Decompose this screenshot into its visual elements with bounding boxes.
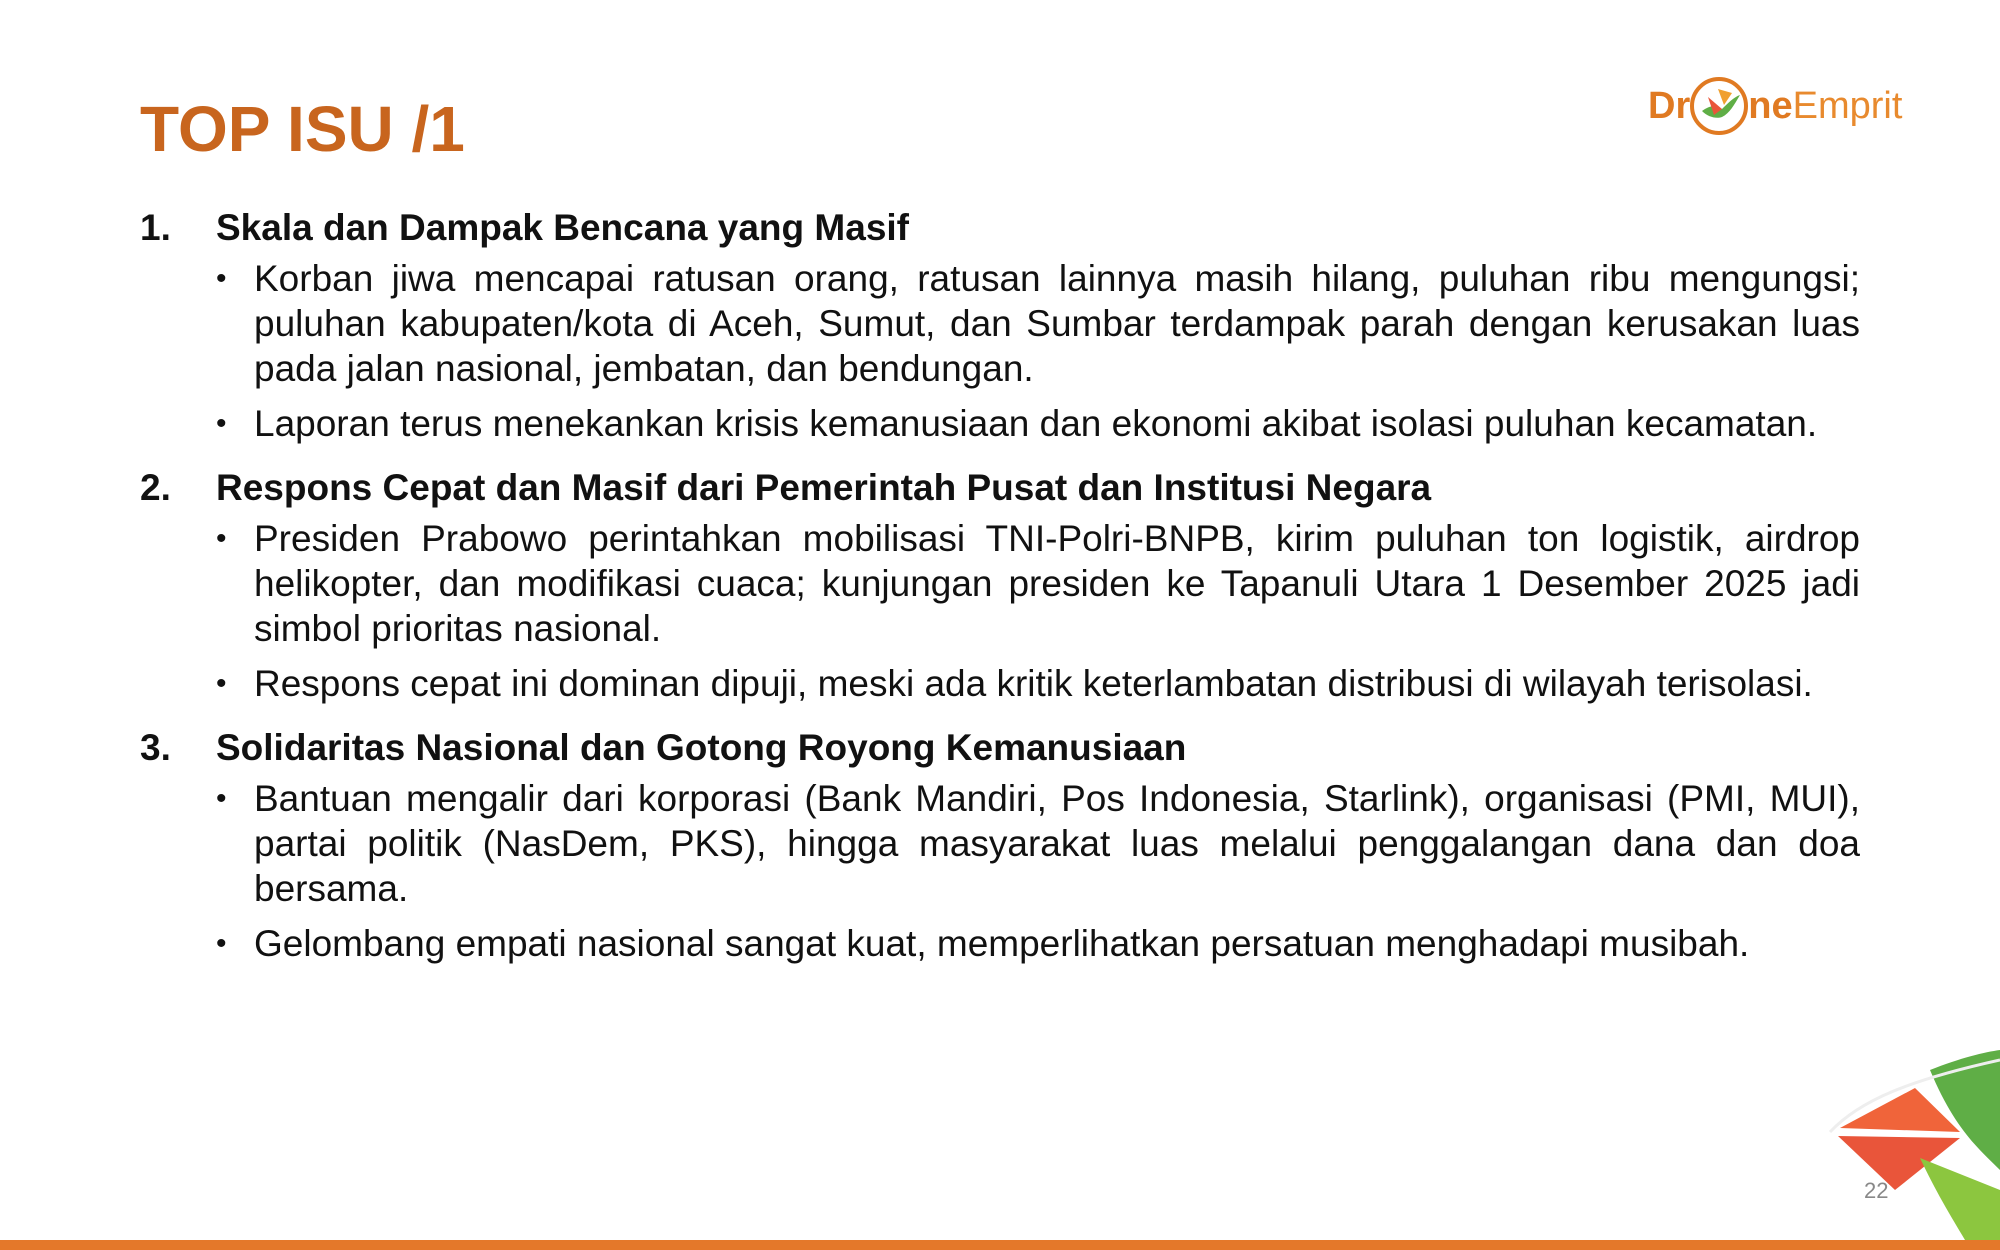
drone-bird-circle-icon [1688, 75, 1750, 137]
bullet-dot-icon: • [216, 927, 227, 960]
bullet-text: Gelombang empati nasional sangat kuat, memperlihatkan persatuan menghadapi musibah. [254, 923, 1750, 964]
bullet-dot-icon: • [216, 667, 227, 700]
bullet-text: Respons cepat ini dominan dipuji, meski ada kritik keterlambatan distribusi di wilayah terisolasi. [254, 663, 1813, 704]
section-1 [140, 200, 1860, 446]
section-number: 1. [140, 207, 171, 248]
drone-emprit-logo [1648, 70, 1902, 142]
section-heading [140, 720, 1860, 776]
page-number: 22 [1864, 1178, 1889, 1203]
section-2 [140, 460, 1860, 706]
bullet-item [216, 401, 1860, 446]
bullet-item [216, 921, 1860, 966]
bullet-list [140, 516, 1860, 706]
bottom-accent-bar [0, 1240, 2000, 1250]
bullet-list [140, 776, 1860, 966]
slide-title: TOP ISU /1 [140, 93, 465, 165]
logo-text-part2: ne [1748, 84, 1793, 127]
bullet-item [216, 516, 1860, 651]
bullet-item [216, 256, 1860, 391]
bullet-text: Korban jiwa mencapai ratusan orang, ratusan lainnya masih hilang, puluhan ribu mengungsi; puluhan kabupaten/kota di Aceh, Sumut, dan Sumbar terdampak parah dengan kerusakan luas pada jalan nasional, jembatan, dan bendungan. [254, 258, 1860, 389]
section-title: Solidaritas Nasional dan Gotong Royong Kemanusiaan [216, 727, 1187, 768]
logo-text-part3: Emprit [1792, 84, 1903, 127]
section-3 [140, 720, 1860, 966]
section-title: Respons Cepat dan Masif dari Pemerintah Pusat dan Institusi Negara [216, 467, 1432, 508]
section-title: Skala dan Dampak Bencana yang Masif [216, 207, 909, 248]
bullet-dot-icon: • [216, 262, 227, 295]
bullet-dot-icon: • [216, 522, 227, 555]
section-number: 2. [140, 467, 171, 508]
bullet-item [216, 776, 1860, 911]
slide-content [140, 200, 1860, 980]
bullet-dot-icon: • [216, 407, 227, 440]
section-heading [140, 460, 1860, 516]
section-heading [140, 200, 1860, 256]
bullet-list [140, 256, 1860, 446]
bullet-text: Bantuan mengalir dari korporasi (Bank Mandiri, Pos Indonesia, Starlink), organisasi (PMI, MUI), partai politik (NasDem, PKS), hingga masyarakat luas melalui penggalangan dana dan doa bersama. [254, 778, 1860, 909]
bullet-text: Presiden Prabowo perintahkan mobilisasi TNI-Polri-BNPB, kirim puluhan ton logistik, airdrop helikopter, dan modifikasi cuaca; kunjungan presiden ke Tapanuli Utara 1 Desember 2025 jadi simbol prioritas nasional. [254, 518, 1860, 649]
section-number: 3. [140, 727, 171, 768]
bullet-dot-icon: • [216, 782, 227, 815]
logo-text-part1: Dr [1648, 84, 1691, 127]
corner-decoration-icon [1800, 1040, 2000, 1240]
bullet-item [216, 661, 1860, 706]
bullet-text: Laporan terus menekankan krisis kemanusiaan dan ekonomi akibat isolasi puluhan kecamatan. [254, 403, 1818, 444]
